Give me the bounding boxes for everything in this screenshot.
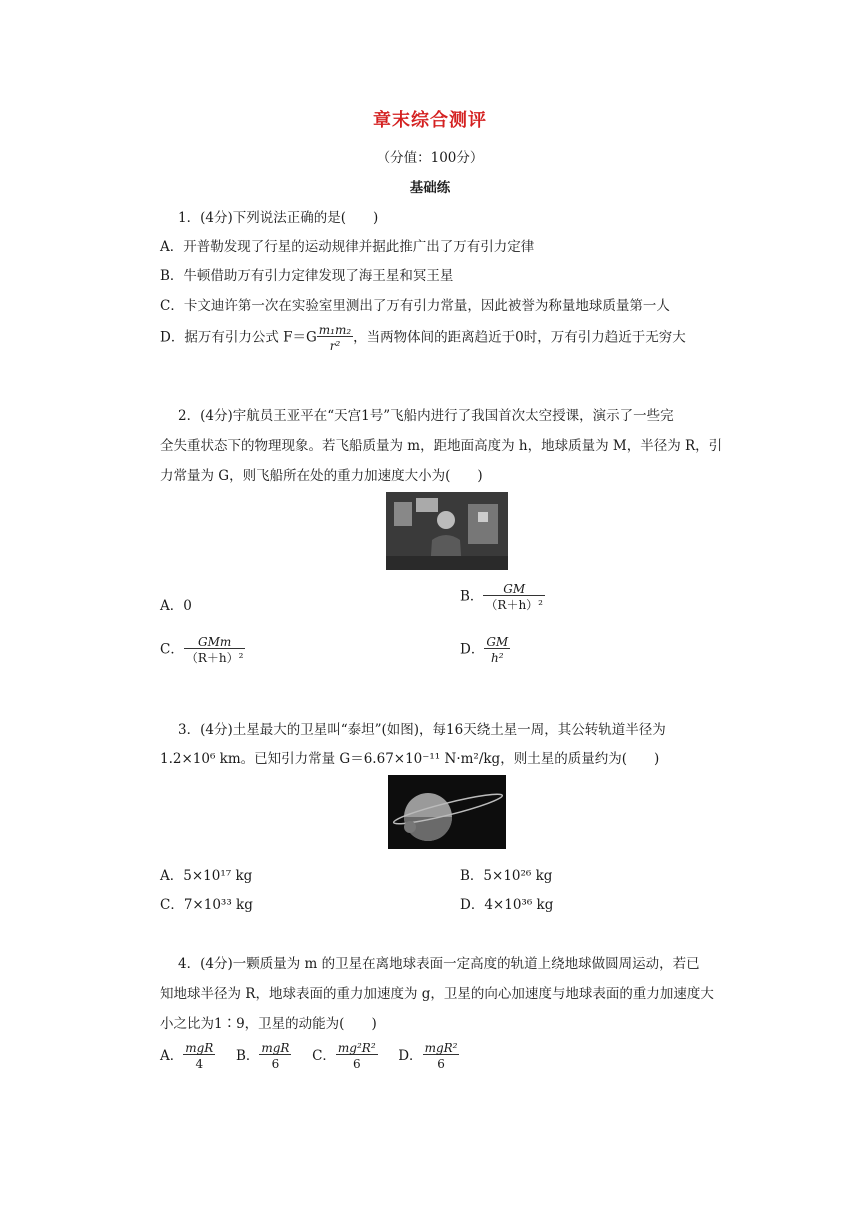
q2-line3: 力常量为 G，则飞船所在处的重力加速度大小为( ) <box>160 468 483 484</box>
q4-option-c: C． $\frac{\text{mg²R²}}{6}$ <box>312 1041 376 1071</box>
q2-option-c: C． $\frac{\text{GMm}}{\text{（R＋h）²}}$ <box>160 635 244 665</box>
q1-stem: 1．(4分)下列说法正确的是( ) <box>178 210 379 226</box>
q4-option-a: A． $\frac{\text{mgR}}{4}$ <box>160 1041 214 1071</box>
q3-option-b: B．5×10²⁶ kg <box>460 868 553 884</box>
q1-option-b: B．牛顿借助万有引力定律发现了海王星和冥王星 <box>160 268 454 284</box>
q1-option-d: D．据万有引力公式 F＝G $\frac{\text{m₁m₂}}{\text{r²}}$ ，当两物体间的距离趋近于0时，万有引力趋近于无穷大 <box>160 323 686 353</box>
q2-line2: 全失重状态下的物理现象。若飞船质量为 m，距地面高度为 h，地球质量为 M，半径为 R，引 <box>160 438 723 454</box>
q2-option-d: D． $\frac{GM}{\text{h²}}$ <box>460 635 509 665</box>
astronaut-photo <box>386 492 508 570</box>
saturn-photo <box>388 775 506 849</box>
q4-options <box>160 1042 459 1070</box>
q4-option-d: D． $\frac{\text{mgR²}}{6}$ <box>398 1041 458 1071</box>
q3-option-d: D．4×10³⁶ kg <box>460 897 554 913</box>
q4-line3: 小之比为1∶9，卫星的动能为( ) <box>160 1016 377 1032</box>
q1-option-c: C．卡文迪许第一次在实验室里测出了万有引力常量，因此被誉为称量地球质量第一人 <box>160 298 670 314</box>
q4-line2: 知地球半径为 R，地球表面的重力加速度为 g，卫星的向心加速度与地球表面的重力加速度大 <box>160 986 714 1002</box>
q2-line1: 2．(4分)宇航员王亚平在“天宫1号”飞船内进行了我国首次太空授课，演示了一些完 <box>178 408 674 424</box>
q3-option-a: A．5×10¹⁷ kg <box>160 868 253 884</box>
q3-line1: 3．(4分)土星最大的卫星叫“泰坦”(如图)，每16天绕土星一周，其公转轨道半径为 <box>178 722 666 738</box>
page-title: 章末综合测评 <box>373 110 487 131</box>
q4-line1: 4．(4分)一颗质量为 m 的卫星在离地球表面一定高度的轨道上绕地球做圆周运动，若已 <box>178 956 700 972</box>
score-note: （分值：100分） <box>376 150 484 166</box>
q3-line2: 1.2×10⁶ km。已知引力常量 G＝6.67×10⁻¹¹ N·m²/kg，则土星的质量约为( ) <box>160 751 660 767</box>
q1-option-a: A．开普勒发现了行星的运动规律并据此推广出了万有引力定律 <box>160 239 535 255</box>
q2-option-a: A．0 <box>160 598 192 614</box>
q3-option-c: C．7×10³³ kg <box>160 897 253 913</box>
section-heading: 基础练 <box>409 180 451 196</box>
q4-option-b: B． $\frac{\text{mgR}}{6}$ <box>235 1041 290 1071</box>
q2-option-b: B． $\frac{GM}{\text{（R＋h）²}}$ <box>460 582 543 612</box>
